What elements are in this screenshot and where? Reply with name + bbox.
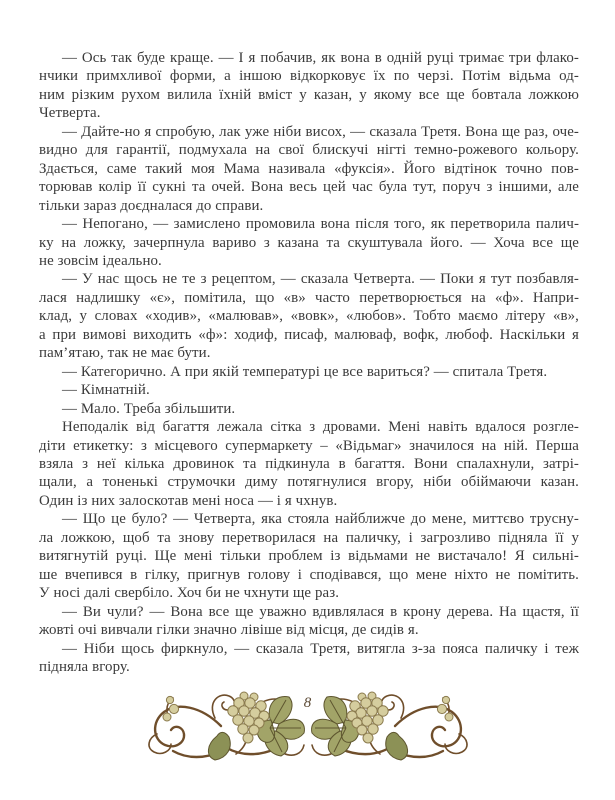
text-line: — Мало. Треба збільшити. [62, 400, 236, 417]
page-number: 8 [303, 695, 312, 711]
text-line: а при вимові виходить «ф»: ходиф, писаф, малюваф, вофк, любоф. Наскільки я [39, 326, 579, 343]
text-line: — Дайте-но я спробую, лак уже ніби висох, — сказала Третя. Вона ще раз, оче- [62, 123, 579, 140]
paragraph [39, 381, 579, 399]
text-line: — Ви чули? — Вона все ще уважно вдивлялася в крону дерева. На щастя, її [62, 603, 579, 620]
text-line: — Категорично. А при якій температурі це все вариться? — спитала Третя. [62, 363, 548, 380]
text-line: витягнутій руці. Ще мені тільки проблем із відьмами не вистачало! Я сильні- [39, 548, 579, 565]
paragraph [39, 215, 579, 270]
text-line: — Непогано, — замислено промовила вона після того, як перетворила палич- [62, 216, 579, 233]
text-line: клад, у словах «ходив», «малював», «вовк», «любов». Тобто маємо літеру «в», [39, 308, 579, 325]
paragraph [39, 640, 579, 677]
paragraph [39, 603, 579, 640]
text-line: жовті очі вивчали гілки значно лівіше від місця, де сидів я. [39, 622, 419, 639]
page-footer [0, 690, 615, 770]
text-line: Неподалік від багаття лежала сітка з дровами. Мені навіть вдалося розгле- [62, 419, 579, 436]
text-line: торював колір її сукні та очей. Вона весь цей час була тут, поруч з іншими, але [39, 179, 579, 196]
text-line: тільки зараз доєдналася до справи. [39, 197, 264, 214]
text-line: Один із них залоскотав мені носа — і я чхнув. [39, 492, 338, 509]
text-line: не зовсім ідеально. [39, 252, 162, 269]
paragraph [39, 49, 579, 123]
text-line: Здається, саме такий моя Мама називала «фуксія». Його відтінок точно пов- [39, 160, 579, 177]
text-line: — Що це було? — Четверта, яка стояла найближче до мене, миттєво трусну- [62, 511, 579, 528]
text-line: — Ось так буде краще. — І я побачив, як вона в одній руці тримає три флако- [62, 50, 579, 66]
text-line: щали, а тоненькі струмочки диму потягнулися вгору, ніби обіймаючи казан. [39, 474, 579, 491]
text-line: Четверта. [39, 105, 101, 122]
text-line: ше вчепився в гілку, пригнув голову і сподівався, що мене ніхто не помітить. [39, 566, 579, 583]
text-line: — Ніби щось фиркнуло, — сказала Третя, витягла з-за пояса паличку і теж [62, 640, 579, 657]
paragraph [39, 400, 579, 418]
text-line: лася надлишку «є», помітила, що «в» часто перетворюється на «ф». Напри- [39, 289, 579, 306]
text-line: пам’ятаю, так не має бути. [39, 345, 211, 362]
text-line: підняла вгору. [39, 658, 130, 675]
text-line: видно для гарантії, подмухала на свої блискучі нігті темно-рожевого кольору. [39, 142, 579, 159]
paragraph [39, 270, 579, 362]
text-line: — У нас щось не те з рецептом, — сказала Четверта. — Поки я тут позбавля- [62, 271, 579, 288]
text-line: ку на ложку, зачерпнула вариво з казана та скуштувала його. — Хоча все ще [39, 234, 579, 251]
text-line: ним різким рухом вилила їхній вміст у казан, у якому все ще бовтала ложкою [39, 86, 579, 103]
text-line: діти етикетку: з місцевого супермаркету – «Відьмаг» значилося на ній. Перша [39, 437, 579, 454]
text-line: У носі далі свербіло. Хоч би не чхнути ще раз. [39, 585, 340, 602]
paragraph [39, 418, 579, 510]
text-line: нчики примхливої форми, а іншою відкорковує їх по черзі. Потім відьма од- [39, 68, 579, 85]
text-line: взяла з неї кілька дровинок та підкинула в багаття. Вони спалахнули, затрі- [39, 455, 579, 472]
text-line: ла ложкою, щоб та знову перетворилася на паличку, і загрозливо підняла її у [39, 529, 579, 546]
text-line: — Кімнатній. [62, 382, 150, 399]
text-block [39, 49, 579, 676]
paragraph [39, 363, 579, 381]
paragraph [39, 510, 579, 602]
paragraph [39, 123, 579, 215]
